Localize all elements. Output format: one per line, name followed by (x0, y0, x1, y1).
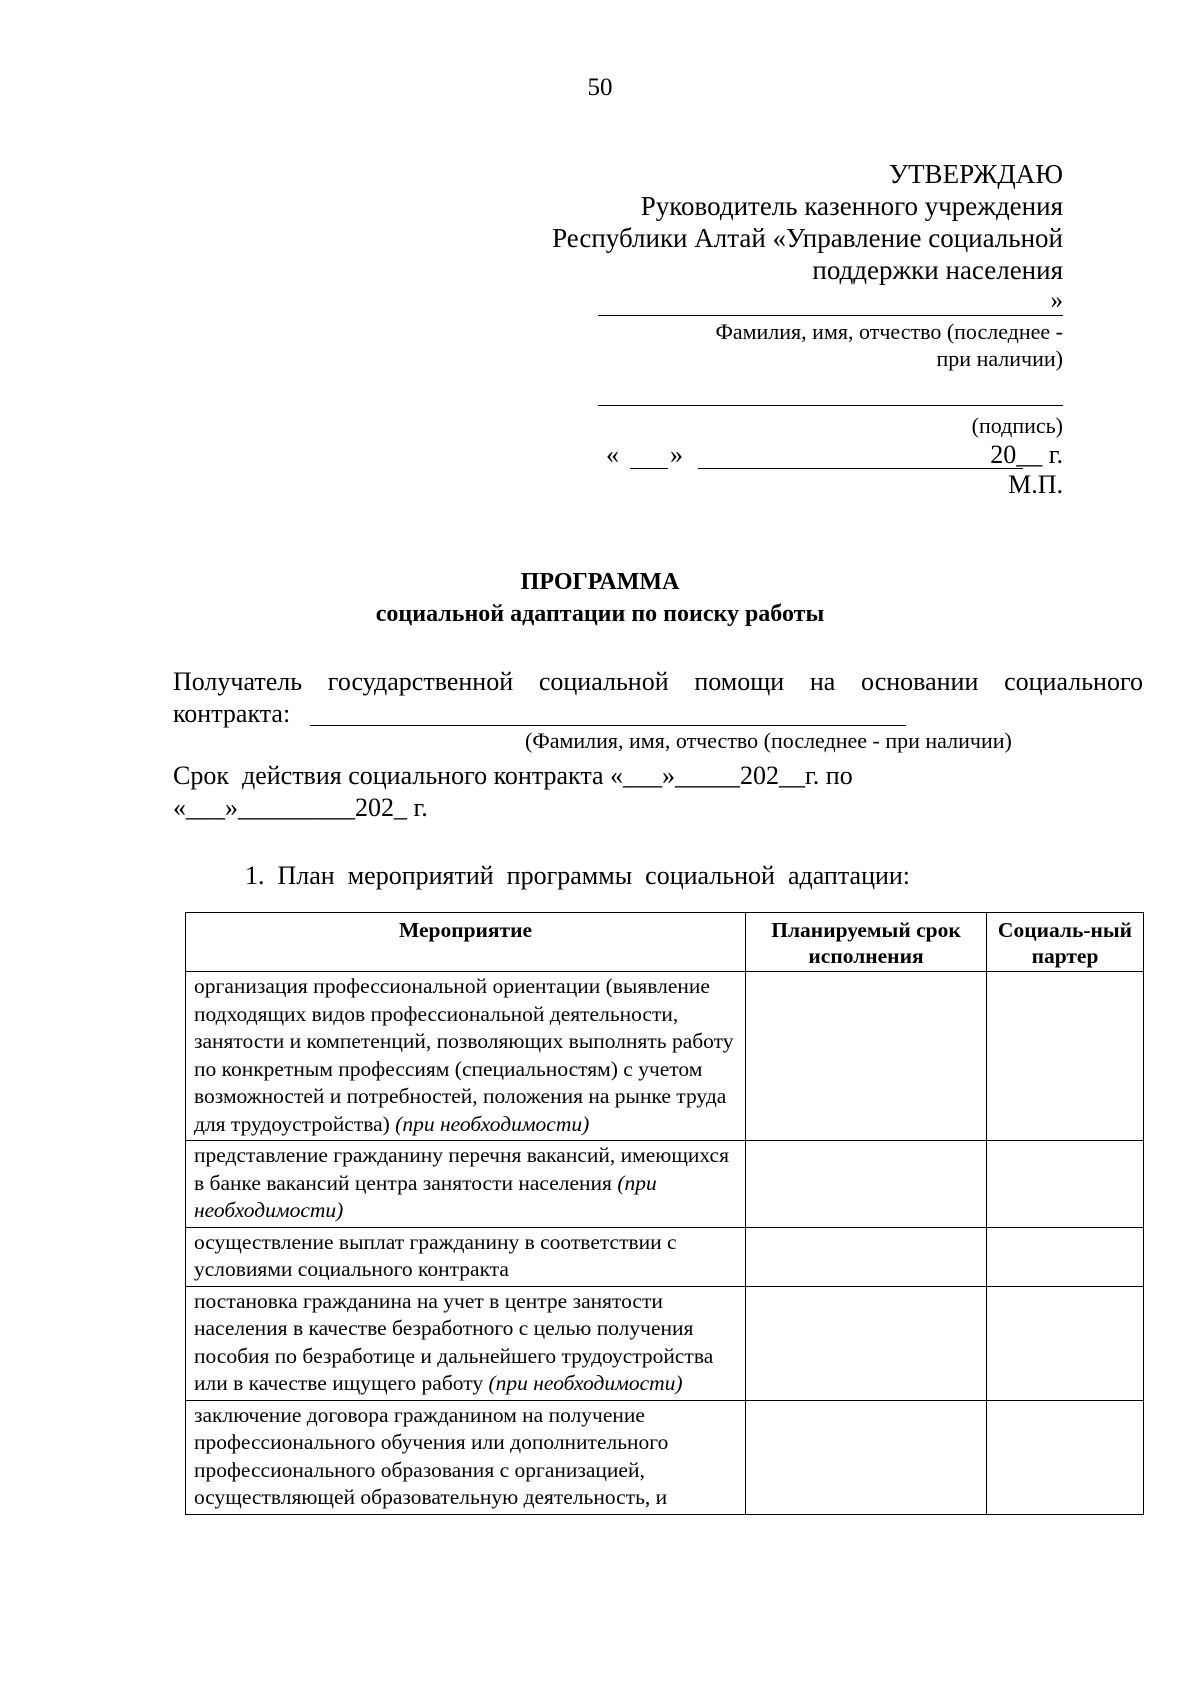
contract-term-end: «___»_________202_ г. (173, 793, 428, 822)
partner-cell[interactable] (987, 972, 1144, 1141)
page-number: 50 (587, 74, 613, 101)
activity-cell (186, 1227, 746, 1286)
table-row (186, 1141, 1144, 1228)
stamp-place: М.П. (1008, 470, 1063, 499)
activity-text: организация профессиональной ориентации (выявление подходящих видов профессиональной деятельности, занятости и компетенций, позволяющих выполнять работу по конкретным профессиям (специальностям) с учетом возможностей и потребностей, положения на рынке труда для трудоустройства) (194, 974, 734, 1136)
name-hint-line: Фамилия, имя, отчество (последнее - (715, 319, 1063, 344)
approval-date (606, 440, 1063, 474)
plan-table (185, 912, 1144, 1515)
activity-note: (при необходимости) (194, 1170, 657, 1222)
table-row (186, 1286, 1144, 1400)
table-row (186, 1227, 1144, 1286)
activity-text: заключение договора гражданином на получение профессионального обучения или дополнительного профессионального образования с организацией, осуществляющей образовательную деятельность, и (194, 1402, 669, 1509)
date-month-blank (698, 468, 1023, 469)
activity-cell (186, 1141, 746, 1228)
header-term: Планируемый срок исполнения (746, 913, 987, 972)
activity-cell (186, 1286, 746, 1400)
term-cell[interactable] (746, 972, 987, 1141)
activity-text: постановка гражданина на учет в центре занятости населения в качестве безработного с целью получения пособия по безработице и дальнейшего трудоустройства или в качестве ищущего работу (194, 1288, 714, 1395)
activity-cell (186, 972, 746, 1141)
term-cell[interactable] (746, 1227, 987, 1286)
date-left-quote: « (606, 440, 619, 469)
term-cell[interactable] (746, 1141, 987, 1228)
approval-closing-quote: » (1050, 287, 1063, 314)
date-right-quote: » (670, 440, 683, 469)
recipient-line: Получатель государственной социальной помощи на основании социального (173, 667, 1143, 696)
partner-cell[interactable] (987, 1400, 1144, 1514)
recipient-label: контракта: (173, 699, 291, 728)
activity-note: (при необходимости) (488, 1371, 683, 1395)
approval-position-line: Республики Алтай «Управление социальной (552, 223, 1063, 253)
table-header-row (186, 913, 1144, 972)
approval-position-line: Руководитель казенного учреждения (640, 191, 1063, 221)
header-partner: Социаль-ный партер (987, 913, 1144, 972)
term-cell[interactable] (746, 1400, 987, 1514)
signature-hint: (подпись) (971, 413, 1063, 438)
contract-term-line: Срок действия социального контракта «___»_____202__г. по (173, 761, 853, 790)
table-row (186, 1400, 1144, 1514)
activity-text: представление гражданину перечня вакансий, имеющихся в банке вакансий центра занятости населения (194, 1143, 729, 1195)
recipient-name-line (310, 725, 906, 726)
partner-cell[interactable] (987, 1227, 1144, 1286)
section-heading: 1. План мероприятий программы социальной адаптации: (245, 861, 911, 890)
partner-cell[interactable] (987, 1141, 1144, 1228)
term-cell[interactable] (746, 1286, 987, 1400)
signature-line (598, 405, 1063, 406)
approval-position (503, 190, 1063, 286)
approval-title: УТВЕРЖДАЮ (888, 159, 1063, 189)
header-activity: Мероприятие (186, 913, 746, 972)
document-title: ПРОГРАММА (520, 569, 680, 595)
document-subtitle: социальной адаптации по поиску работы (375, 601, 825, 627)
name-line (598, 315, 1063, 316)
activity-text: осуществление выплат гражданину в соответствии с условиями социального контракта (194, 1229, 677, 1281)
activity-cell (186, 1400, 746, 1514)
date-day-blank (630, 468, 668, 469)
name-hint (563, 318, 1063, 372)
name-hint-line: при наличии) (936, 346, 1063, 371)
recipient-name-hint: (Фамилия, имя, отчество (последнее - при наличии) (525, 728, 1012, 753)
activity-note: (при необходимости) (395, 1111, 590, 1136)
table-row (186, 972, 1144, 1141)
date-year: 20__ г. (990, 440, 1063, 469)
approval-position-line: поддержки населения (812, 255, 1063, 285)
partner-cell[interactable] (987, 1286, 1144, 1400)
